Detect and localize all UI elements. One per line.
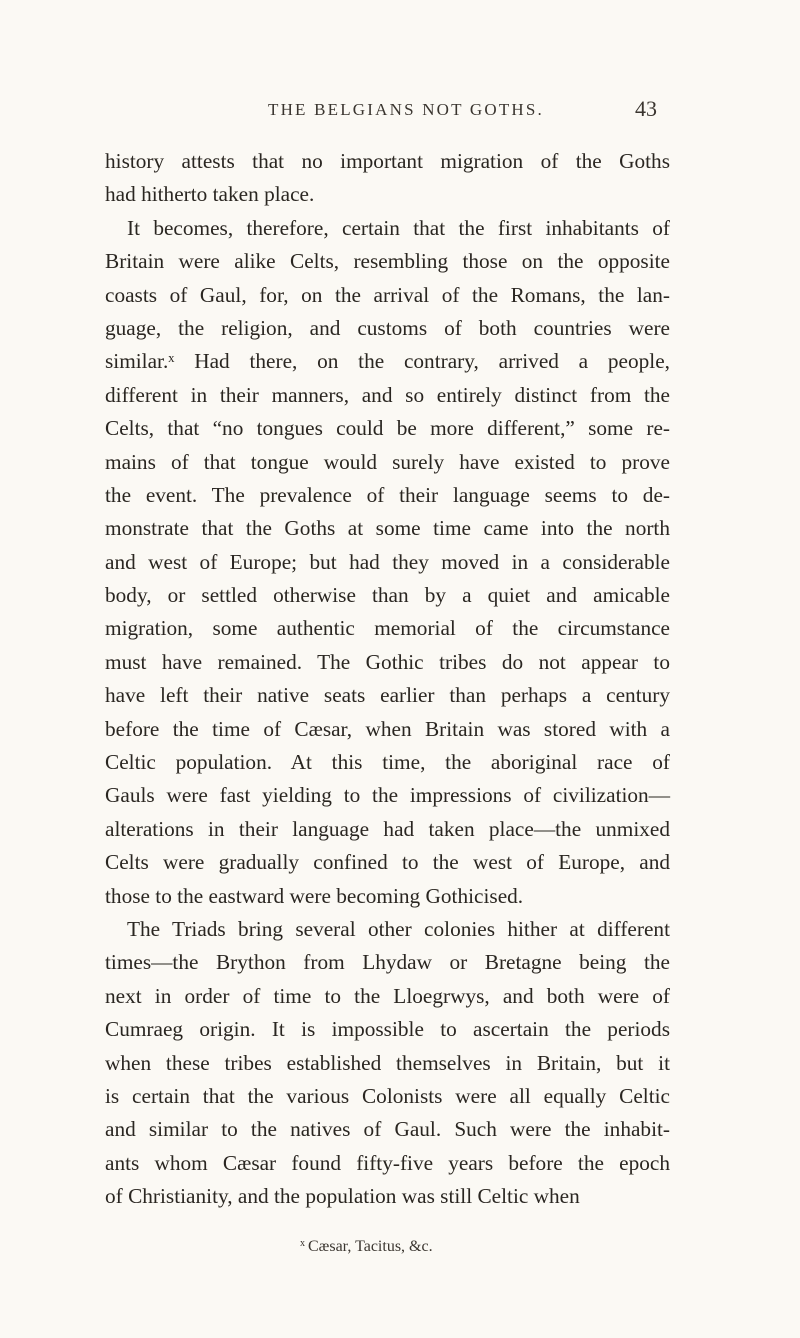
- text-line: next in order of time to the Lloegrwys, and both were of: [105, 983, 670, 1008]
- body-text: [105, 145, 670, 1214]
- text-line: alterations in their language had taken place—the unmixed: [105, 816, 670, 841]
- text-line: when these tribes established themselves in Britain, but it: [105, 1050, 670, 1075]
- text-line: monstrate that the Goths at some time came into the north: [105, 516, 670, 541]
- text-line: and west of Europe; but had they moved in a considerable: [105, 549, 670, 574]
- text-line: and similar to the natives of Gaul. Such were the inhabit-: [105, 1117, 670, 1142]
- text-line: Gauls were fast yielding to the impressions of civilization—: [105, 783, 670, 808]
- text-line: must have remained. The Gothic tribes do not appear to: [105, 649, 670, 674]
- text-line: coasts of Gaul, for, on the arrival of the Romans, the lan-: [105, 282, 670, 307]
- text-line: have left their native seats earlier than perhaps a century: [105, 683, 670, 708]
- text-line: Celtic population. At this time, the aboriginal race of: [105, 750, 670, 775]
- text-line: times—the Brython from Lhydaw or Bretagne being the: [105, 950, 670, 975]
- footnote-mark: x: [300, 1238, 305, 1249]
- text-line: mains of that tongue would surely have existed to prove: [105, 449, 670, 474]
- text-line: Celts, that “no tongues could be more different,” some re-: [105, 416, 670, 441]
- text-line: of Christianity, and the population was still Celtic when: [105, 1184, 580, 1209]
- text-line: those to the eastward were becoming Gothicised.: [105, 883, 524, 908]
- text-line: Britain were alike Celts, resembling those on the opposite: [105, 249, 670, 274]
- text-line: is certain that the various Colonists were all equally Celtic: [105, 1083, 670, 1108]
- text-line: ants whom Cæsar found fifty-five years before the epoch: [105, 1150, 670, 1175]
- text-line: history attests that no important migration of the Goths: [105, 149, 670, 173]
- footnote-text: Cæsar, Tacitus, &c.: [308, 1238, 433, 1255]
- text-line: different in their manners, and so entirely distinct from the: [105, 382, 670, 407]
- text-line: The Triads bring several other colonies hither at different: [127, 916, 670, 941]
- text-line: had hitherto taken place.: [105, 182, 315, 207]
- text-line: Celts were gradually confined to the west of Europe, and: [105, 850, 670, 875]
- running-title: THE BELGIANS NOT GOTHS.: [268, 100, 544, 119]
- text-line: It becomes, therefore, certain that the first inhabitants of: [127, 215, 670, 240]
- text-line: guage, the religion, and customs of both countries were: [105, 315, 670, 340]
- text-line: before the time of Cæsar, when Britain was stored with a: [105, 716, 670, 741]
- footnote: [300, 1238, 433, 1256]
- text-line: the event. The prevalence of their language seems to de-: [105, 482, 670, 507]
- text-line: similar.ˣ Had there, on the contrary, arrived a people,: [105, 349, 670, 374]
- text-line: body, or settled otherwise than by a quiet and amicable: [105, 583, 670, 608]
- text-line: migration, some authentic memorial of the circumstance: [105, 616, 670, 641]
- text-line: Cumraeg origin. It is impossible to ascertain the periods: [105, 1017, 670, 1042]
- page-number: 43: [635, 96, 657, 121]
